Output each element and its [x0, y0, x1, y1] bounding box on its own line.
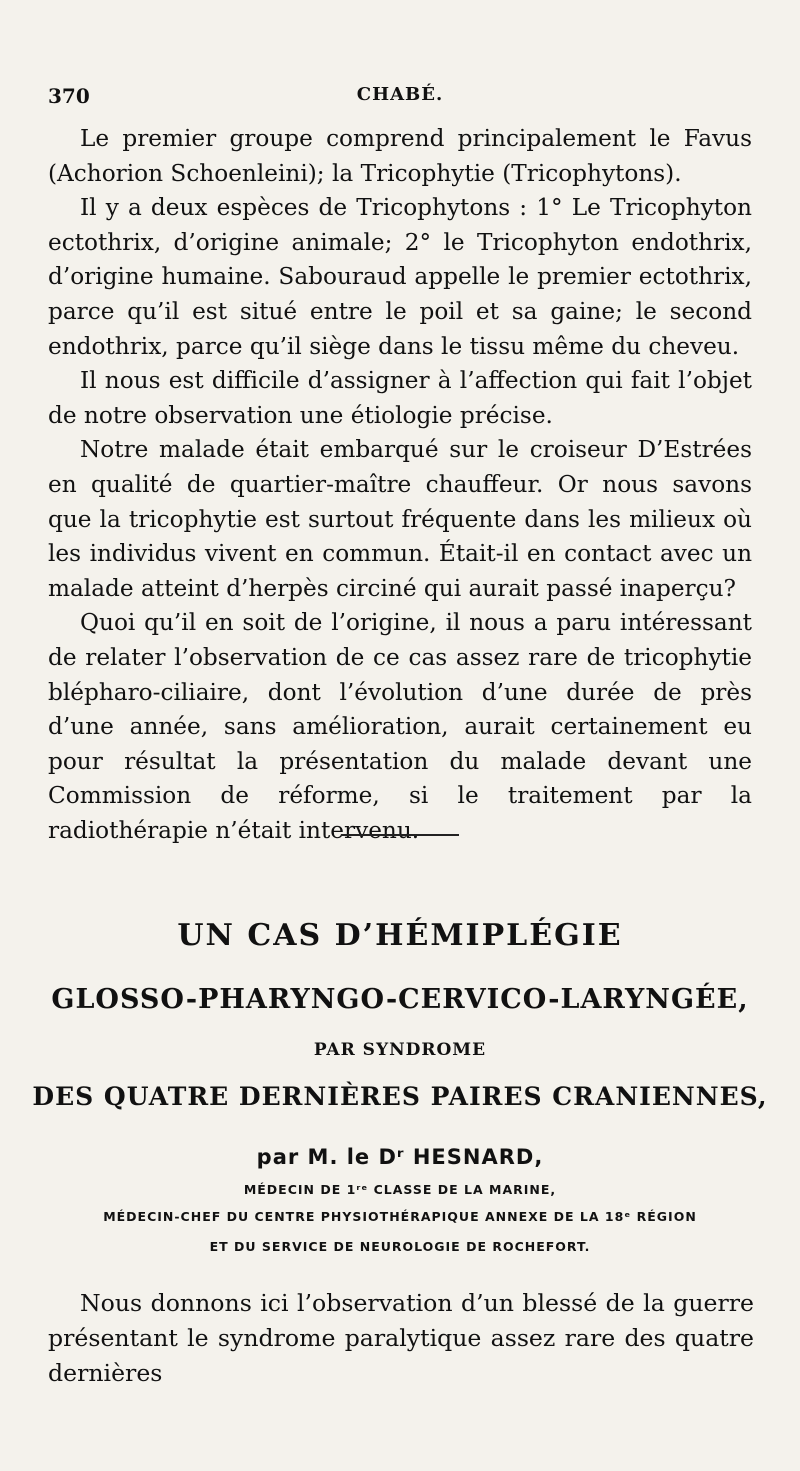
- author-affiliation: MÉDECIN-CHEF DU CENTRE PHYSIOTHÉRAPIQUE ANNEXE DE LA 18ᵉ RÉGION: [103, 1209, 697, 1224]
- article-title-line: UN CAS D’HÉMIPLÉGIE: [177, 918, 623, 953]
- article-body: [48, 1286, 754, 1391]
- paragraph: Il y a deux espèces de Tricophytons : 1° Le Tricophyton ectothrix, d’origine animale; 2° le Tricophyton endothrix, d’origine humaine. Sabouraud appelle le premier ectothrix, parce qu’il est situé entre le poil et sa gaine; le second endothrix, parce qu’il siège dans le tissu même du cheveu.: [48, 194, 752, 360]
- paragraph: Le premier groupe comprend principalement le Favus (Achorion Schoenleini); la Tricophytie (Tricophytons).: [48, 125, 752, 187]
- section-body: [48, 122, 752, 848]
- article-title-line: DES QUATRE DERNIÈRES PAIRES CRANIENNES,: [32, 1082, 768, 1111]
- article-author: par M. le Dʳ HESNARD,: [256, 1145, 544, 1169]
- running-head: CHABÉ.: [356, 84, 444, 105]
- paragraph: Notre malade était embarqué sur le croiseur D’Estrées en qualité de quartier-maître chauffeur. Or nous savons que la tricophytie est surtout fréquente dans les milieux où les individus vivent en commun. Était-il en contact avec un malade atteint d’herpès circiné qui aurait passé inaperçu?: [48, 436, 752, 602]
- page-header: [48, 84, 752, 120]
- author-affiliation: MÉDECIN DE 1ʳᵉ CLASSE DE LA MARINE,: [243, 1182, 557, 1197]
- paragraph: Nous donnons ici l’observation d’un blessé de la guerre présentant le syndrome paralytique assez rare des quatre dernières: [48, 1289, 754, 1387]
- paragraph: Il nous est difficile d’assigner à l’affection qui fait l’objet de notre observation une étiologie précise.: [48, 367, 752, 429]
- author-affiliation: ET DU SERVICE DE NEUROLOGIE DE ROCHEFORT.: [209, 1239, 591, 1254]
- page-number: 370: [48, 84, 90, 108]
- section-divider: [341, 834, 459, 836]
- paragraph: Quoi qu’il en soit de l’origine, il nous a paru intéressant de relater l’observation de ce cas assez rare de tricophytie blépharo-ciliaire, dont l’évolution d’une durée de près d’une année, sans amélioration, aurait certainement eu pour résultat la présentation du malade devant une Commission de réforme, si le traitement par la radiothérapie n’était intervenu.: [48, 609, 752, 844]
- article-subtitle: PAR SYNDROME: [313, 1040, 487, 1060]
- article-title-line: GLOSSO-PHARYNGO-CERVICO-LARYNGÉE,: [51, 984, 749, 1015]
